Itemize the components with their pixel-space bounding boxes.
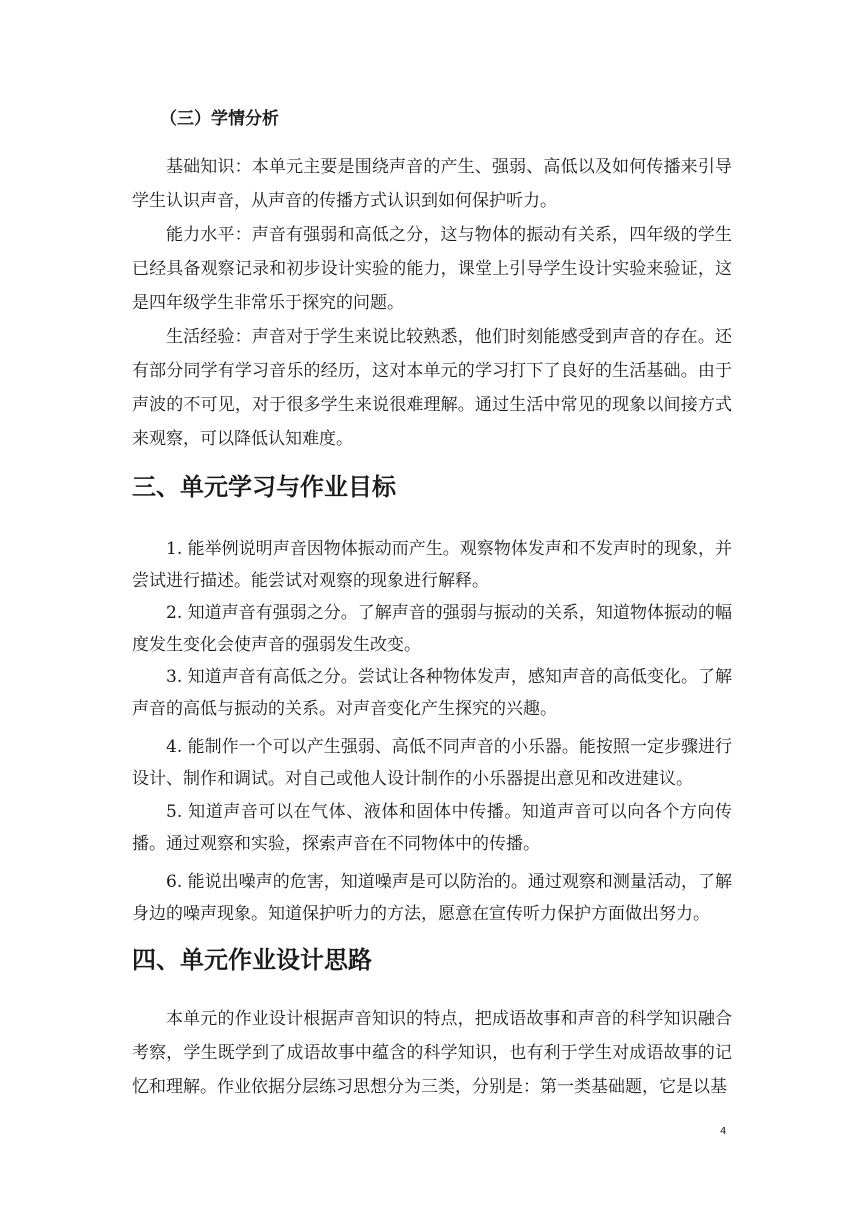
paragraph-ability-level: 能力水平：声音有强弱和高低之分，这与物体的振动有关系，四年级的学生已经具备观察记录和初步设计实验的能力，课堂上引导学生设计实验来验证，这是四年级学生非常乐于探究的问题。	[132, 225, 732, 313]
goal-item: 5. 知道声音可以在气体、液体和固体中传播。知道声音可以向各个方向传播。通过观察和实验，探索声音在不同物体中的传播。	[132, 802, 732, 854]
paragraph-basic-knowledge: 基础知识：本单元主要是围绕声音的产生、强弱、高低以及如何传播来引导学生认识声音，从声音的传播方式认识到如何保护听力。	[132, 157, 732, 211]
subsection-heading: （三）学情分析	[160, 109, 279, 129]
goal-item: 6. 能说出噪声的危害，知道噪声是可以防治的。通过观察和测量活动，了解身边的噪声现象。知道保护听力的方法，愿意在宣传听力保护方面做出努力。	[132, 872, 732, 924]
section-heading-goals: 三、单元学习与作业目标	[132, 473, 396, 501]
goal-item: 3. 知道声音有高低之分。尝试让各种物体发声，感知声音的高低变化。了解声音的高低与振动的关系。对声音变化产生探究的兴趣。	[132, 667, 732, 719]
paragraph-life-experience: 生活经验：声音对于学生来说比较熟悉，他们时刻能感受到声音的存在。还有部分同学有学习音乐的经历，这对本单元的学习打下了良好的生活基础。由于声波的不可见，对于很多学生来说很难理解。通过生活中常见的现象以间接方式来观察，可以降低认知难度。	[132, 327, 732, 449]
goal-item: 1. 能举例说明声音因物体振动而产生。观察物体发声和不发声时的现象，并尝试进行描述。能尝试对观察的现象进行解释。	[132, 539, 732, 591]
section-heading-design: 四、单元作业设计思路	[132, 946, 372, 974]
goal-item: 4. 能制作一个可以产生强弱、高低不同声音的小乐器。能按照一定步骤进行设计、制作和调试。对自己或他人设计制作的小乐器提出意见和改进建议。	[132, 737, 732, 789]
paragraph-design-approach: 本单元的作业设计根据声音知识的特点，把成语故事和声音的科学知识融合考察，学生既学到了成语故事中蕴含的科学知识，也有利于学生对成语故事的记忆和理解。作业依据分层练习思想分为三类，分别是：第一类基础题，它是以基	[132, 1009, 732, 1097]
page-number: 4	[720, 1126, 727, 1137]
goal-item: 2. 知道声音有强弱之分。了解声音的强弱与振动的关系，知道物体振动的幅度发生变化会使声音的强弱发生改变。	[132, 603, 732, 655]
